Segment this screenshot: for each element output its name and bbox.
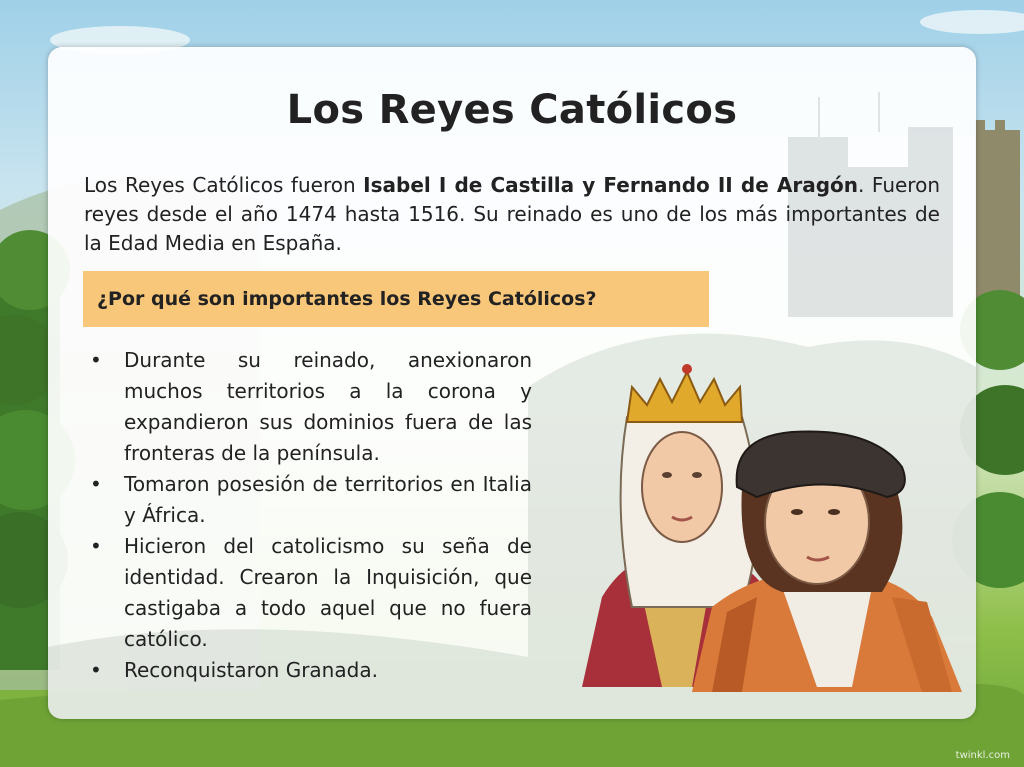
list-item (90, 655, 532, 686)
question-heading: ¿Por qué son importantes los Reyes Católicos? (97, 288, 597, 310)
kings-portrait-illustration (542, 357, 972, 692)
list-item-text: Durante su reinado, anexionaron muchos territorios a la corona y expandieron sus dominios fuera de las fronteras de la península. (124, 348, 532, 465)
list-item-text: Hicieron del catolicismo su seña de identidad. Crearon la Inquisición, que castigaba a todo aquel que no fuera católico. (124, 534, 532, 651)
intro-suffix: . Fueron reyes desde el año 1474 hasta 1516. Su reinado es uno de los más importantes de la Edad Media en España. (84, 173, 940, 255)
list-item (90, 345, 532, 469)
list-item-text: Tomaron posesión de territorios en Italia y África. (124, 472, 532, 527)
list-item (90, 531, 532, 655)
bullet-dot: • (90, 534, 102, 558)
slide-title: Los Reyes Católicos (286, 87, 738, 133)
list-item-text: Reconquistaron Granada. (124, 658, 378, 682)
intro-paragraph (84, 171, 940, 258)
bullet-dot: • (90, 472, 102, 496)
intro-kings-names: Isabel I de Castilla y Fernando II de Aragón (363, 173, 859, 197)
intro-prefix: Los Reyes Católicos fueron (84, 173, 364, 197)
bullet-list (90, 345, 532, 686)
slide-card (48, 47, 976, 719)
list-item (90, 469, 532, 531)
question-box (83, 271, 709, 327)
publisher-logo-text: twinkl.com (955, 750, 1010, 761)
bullet-dot: • (90, 658, 102, 682)
bullet-dot: • (90, 348, 102, 372)
